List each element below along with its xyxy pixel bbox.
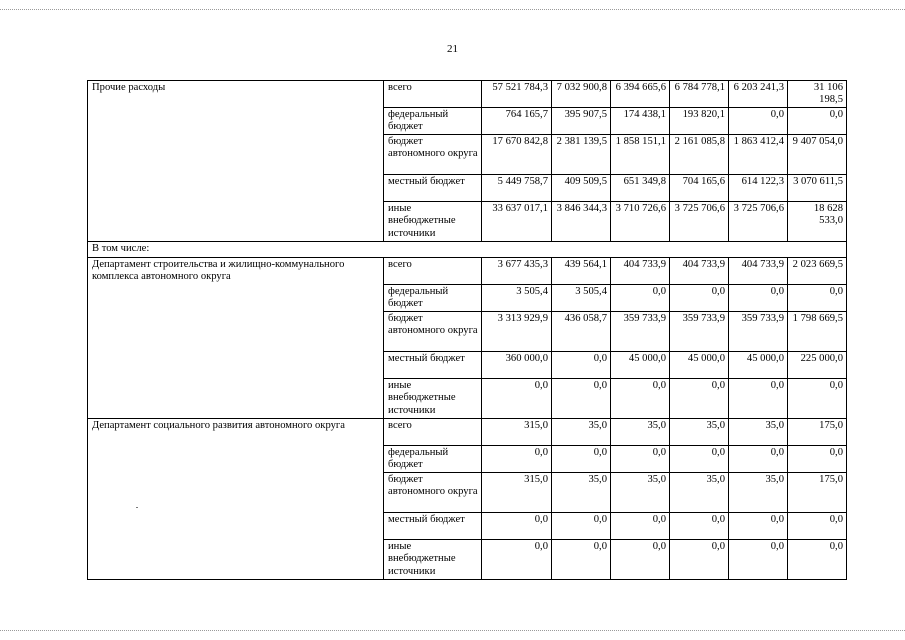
value-cell: 0,0: [788, 379, 847, 419]
value-cell: 45 000,0: [670, 352, 729, 379]
value-cell: 0,0: [788, 446, 847, 473]
value-cell: 315,0: [482, 473, 552, 513]
value-cell: 359 733,9: [611, 312, 670, 352]
source-label: бюджет автономного округа: [384, 135, 482, 175]
source-label: всего: [384, 258, 482, 285]
value-cell: 3 846 344,3: [552, 202, 611, 242]
value-cell: 409 509,5: [552, 175, 611, 202]
value-cell: 3 313 929,9: [482, 312, 552, 352]
value-cell: 0,0: [788, 285, 847, 312]
value-cell: 395 907,5: [552, 108, 611, 135]
value-cell: 18 628 533,0: [788, 202, 847, 242]
value-cell: 0,0: [788, 540, 847, 580]
block-title: Прочие расходы: [88, 81, 384, 242]
value-cell: 0,0: [670, 285, 729, 312]
source-label: всего: [384, 419, 482, 446]
value-cell: 0,0: [670, 446, 729, 473]
value-cell: 35,0: [611, 419, 670, 446]
value-cell: 764 165,7: [482, 108, 552, 135]
value-cell: 0,0: [611, 379, 670, 419]
value-cell: 0,0: [482, 446, 552, 473]
value-cell: 225 000,0: [788, 352, 847, 379]
table-row: [88, 81, 847, 108]
value-cell: 5 449 758,7: [482, 175, 552, 202]
source-label: местный бюджет: [384, 352, 482, 379]
source-label: федеральный бюджет: [384, 446, 482, 473]
value-cell: 0,0: [482, 513, 552, 540]
value-cell: 0,0: [788, 513, 847, 540]
value-cell: 1 863 412,4: [729, 135, 788, 175]
value-cell: 0,0: [729, 446, 788, 473]
value-cell: 2 023 669,5: [788, 258, 847, 285]
value-cell: 3 725 706,6: [670, 202, 729, 242]
value-cell: 0,0: [552, 352, 611, 379]
value-cell: 0,0: [729, 513, 788, 540]
scan-edge-top: [0, 0, 905, 10]
value-cell: 0,0: [552, 540, 611, 580]
value-cell: 0,0: [482, 379, 552, 419]
value-cell: 436 058,7: [552, 312, 611, 352]
value-cell: 0,0: [611, 513, 670, 540]
value-cell: 175,0: [788, 419, 847, 446]
value-cell: 3 505,4: [482, 285, 552, 312]
value-cell: 31 106 198,5: [788, 81, 847, 108]
value-cell: 3 505,4: [552, 285, 611, 312]
source-label: бюджет автономного округа: [384, 473, 482, 513]
table-row: [88, 419, 847, 446]
value-cell: 0,0: [729, 285, 788, 312]
value-cell: 6 203 241,3: [729, 81, 788, 108]
source-label: всего: [384, 81, 482, 108]
value-cell: 439 564,1: [552, 258, 611, 285]
value-cell: 175,0: [788, 473, 847, 513]
source-label: бюджет автономного округа: [384, 312, 482, 352]
value-cell: 6 784 778,1: [670, 81, 729, 108]
value-cell: 0,0: [611, 285, 670, 312]
value-cell: 6 394 665,6: [611, 81, 670, 108]
value-cell: 0,0: [552, 513, 611, 540]
value-cell: 7 032 900,8: [552, 81, 611, 108]
value-cell: 3 677 435,3: [482, 258, 552, 285]
value-cell: 3 725 706,6: [729, 202, 788, 242]
value-cell: 360 000,0: [482, 352, 552, 379]
section-row: [88, 242, 847, 258]
value-cell: 3 710 726,6: [611, 202, 670, 242]
section-label: В том числе:: [88, 242, 847, 258]
scan-edge-bottom: [0, 630, 905, 632]
value-cell: 704 165,6: [670, 175, 729, 202]
budget-table-body: [88, 81, 847, 580]
value-cell: 35,0: [729, 473, 788, 513]
value-cell: 0,0: [729, 379, 788, 419]
value-cell: 315,0: [482, 419, 552, 446]
value-cell: 0,0: [670, 379, 729, 419]
value-cell: 359 733,9: [670, 312, 729, 352]
value-cell: 404 733,9: [611, 258, 670, 285]
value-cell: 404 733,9: [670, 258, 729, 285]
value-cell: 1 858 151,1: [611, 135, 670, 175]
value-cell: 2 161 085,8: [670, 135, 729, 175]
source-label: федеральный бюджет: [384, 285, 482, 312]
value-cell: 0,0: [611, 540, 670, 580]
value-cell: 0,0: [729, 540, 788, 580]
value-cell: 35,0: [611, 473, 670, 513]
block-title: Департамент социального развития автономного округа: [88, 419, 384, 580]
value-cell: 0,0: [482, 540, 552, 580]
value-cell: 651 349,8: [611, 175, 670, 202]
source-label: местный бюджет: [384, 175, 482, 202]
value-cell: 3 070 611,5: [788, 175, 847, 202]
value-cell: 404 733,9: [729, 258, 788, 285]
source-label: федеральный бюджет: [384, 108, 482, 135]
table-row: [88, 258, 847, 285]
value-cell: 0,0: [552, 379, 611, 419]
value-cell: 9 407 054,0: [788, 135, 847, 175]
value-cell: 359 733,9: [729, 312, 788, 352]
value-cell: 45 000,0: [729, 352, 788, 379]
value-cell: 174 438,1: [611, 108, 670, 135]
value-cell: 0,0: [788, 108, 847, 135]
value-cell: 0,0: [611, 446, 670, 473]
source-label: местный бюджет: [384, 513, 482, 540]
value-cell: 35,0: [670, 473, 729, 513]
value-cell: 57 521 784,3: [482, 81, 552, 108]
budget-table: [87, 80, 847, 580]
source-label: иные внебюджетные источники: [384, 540, 482, 580]
value-cell: 0,0: [552, 446, 611, 473]
value-cell: 2 381 139,5: [552, 135, 611, 175]
value-cell: 17 670 842,8: [482, 135, 552, 175]
value-cell: 0,0: [670, 513, 729, 540]
value-cell: 614 122,3: [729, 175, 788, 202]
value-cell: 1 798 669,5: [788, 312, 847, 352]
value-cell: 33 637 017,1: [482, 202, 552, 242]
value-cell: 35,0: [729, 419, 788, 446]
value-cell: 0,0: [729, 108, 788, 135]
value-cell: 35,0: [552, 419, 611, 446]
value-cell: 35,0: [552, 473, 611, 513]
value-cell: 193 820,1: [670, 108, 729, 135]
page-number: 21: [447, 43, 458, 55]
value-cell: 0,0: [670, 540, 729, 580]
value-cell: 35,0: [670, 419, 729, 446]
value-cell: 45 000,0: [611, 352, 670, 379]
source-label: иные внебюджетные источники: [384, 202, 482, 242]
source-label: иные внебюджетные источники: [384, 379, 482, 419]
block-title: Департамент строительства и жилищно-коммунального комплекса автономного округа: [88, 258, 384, 419]
